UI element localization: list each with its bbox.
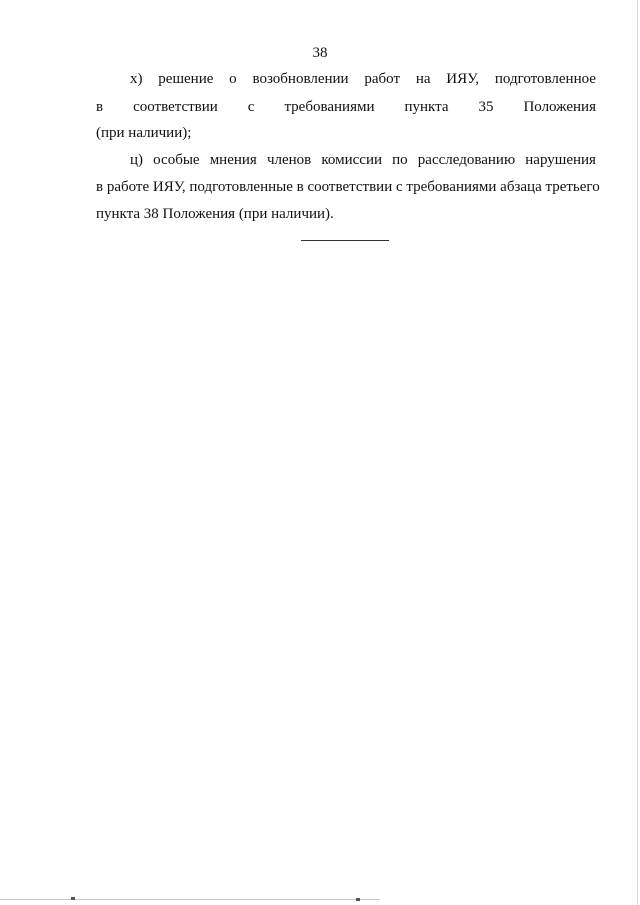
word: подготовленное bbox=[494, 71, 596, 87]
word: решение bbox=[158, 71, 214, 87]
item-ts-line-3: пункта 38 Положения (при наличии). bbox=[96, 206, 334, 222]
word: работ bbox=[364, 71, 401, 87]
item-ts-line-1 bbox=[130, 150, 596, 170]
word: членов bbox=[266, 152, 312, 168]
word: ц) bbox=[130, 152, 144, 168]
word: в bbox=[96, 99, 104, 115]
word: требованиями bbox=[284, 99, 375, 115]
item-x-line-1 bbox=[130, 69, 596, 89]
word: ИЯУ, bbox=[446, 71, 480, 87]
item-ts-line-2: в работе ИЯУ, подготовленные в соответствии с требованиями абзаца третьего bbox=[96, 179, 600, 195]
word: с bbox=[247, 99, 255, 115]
word: нарушения bbox=[525, 152, 596, 168]
item-x-line-3: (при наличии); bbox=[96, 125, 192, 141]
word: соответствии bbox=[133, 99, 218, 115]
page-edge bbox=[637, 0, 638, 905]
scan-artifact-mark bbox=[356, 898, 360, 901]
word: по bbox=[392, 152, 408, 168]
word: Положения bbox=[523, 99, 596, 115]
word: расследованию bbox=[417, 152, 516, 168]
item-x-line-2 bbox=[96, 97, 596, 117]
word: 35 bbox=[478, 99, 494, 115]
page-number: 38 bbox=[312, 45, 328, 61]
scan-artifact-line bbox=[0, 899, 380, 900]
word: комиссии bbox=[321, 152, 383, 168]
word: пункта bbox=[404, 99, 449, 115]
word: на bbox=[415, 71, 431, 87]
scan-artifact-mark bbox=[71, 897, 75, 900]
word: мнения bbox=[209, 152, 257, 168]
word: особые bbox=[153, 152, 200, 168]
word: возобновлении bbox=[252, 71, 349, 87]
section-divider bbox=[301, 240, 389, 241]
word: х) bbox=[130, 71, 143, 87]
word: о bbox=[229, 71, 237, 87]
